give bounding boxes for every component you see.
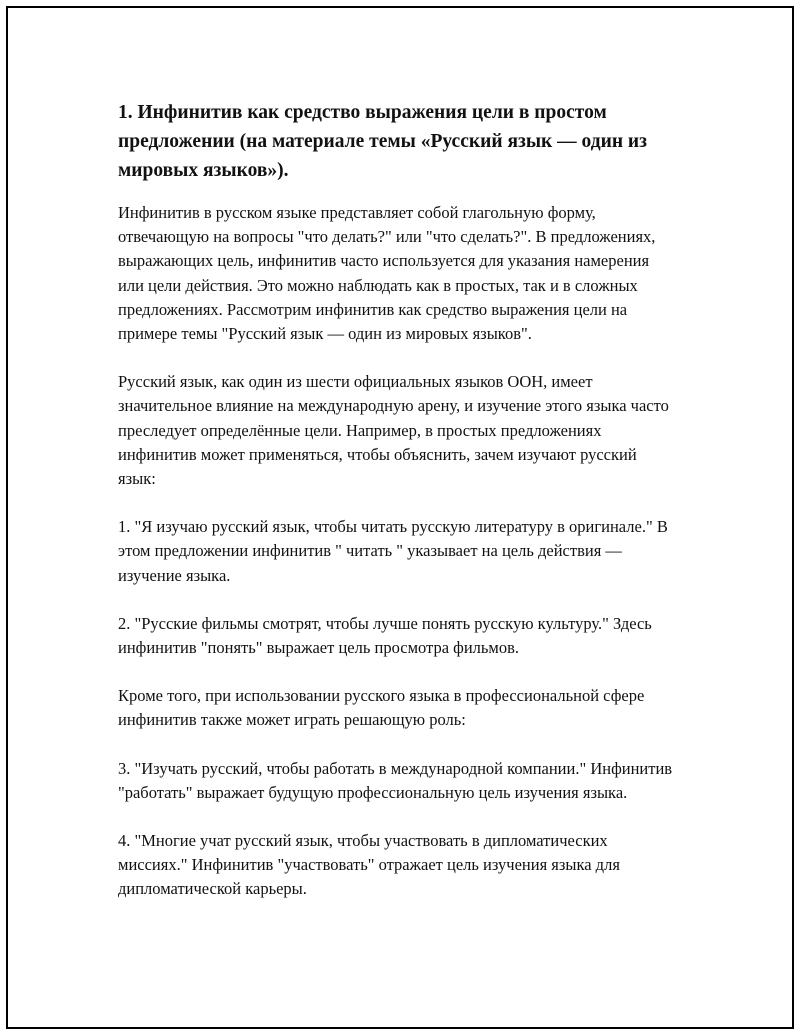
paragraph-intro: Инфинитив в русском языке представляет собой глагольную форму, отвечающую на вопросы "что делать?" или "что сделать?". В предложениях, выражающих цель, инфинитив часто используется для указания намерения или цели действия. Это можно наблюдать как в простых, так и в сложных предложениях. Рассмотрим инфинитив как средство выражения цели на примере темы "Русский язык — один из мировых языков". — [118, 203, 656, 344]
document-title: 1. Инфинитив как средство выражения цели в простом предложении (на материале темы «Русский язык — один из мировых языков»). — [118, 102, 648, 181]
paragraph-example-1: 1. "Я изучаю русский язык, чтобы читать русскую литературу в оригинале." В этом предложении инфинитив " читать " указывает на цель действия — изучение языка. — [118, 517, 668, 585]
paragraph-context: Русский язык, как один из шести официальных языков ООН, имеет значительное влияние на международную арену, и изучение этого языка часто преследует определённые цели. Например, в простых предложениях инфинитив может применяться, чтобы объяснить, зачем изучают русский язык: — [118, 372, 669, 489]
paragraph-professional: Кроме того, при использовании русского языка в профессиональной сфере инфинитив также может играть решающую роль: — [118, 686, 645, 730]
paragraph-example-3: 3. "Изучать русский, чтобы работать в международной компании." Инфинитив "работать" выражает будущую профессиональную цель изучения языка. — [118, 758, 673, 802]
page-frame — [6, 6, 794, 1029]
paragraph-example-2: 2. "Русские фильмы смотрят, чтобы лучше понять русскую культуру." Здесь инфинитив "понять" выражает цель просмотра фильмов. — [118, 613, 652, 658]
document-body — [118, 98, 678, 926]
paragraph-example-4: 4. "Многие учат русский язык, чтобы участвовать в дипломатических миссиях." Инфинитив "участвовать" отражает цель изучения языка для дипломатической карьеры. — [118, 831, 620, 899]
